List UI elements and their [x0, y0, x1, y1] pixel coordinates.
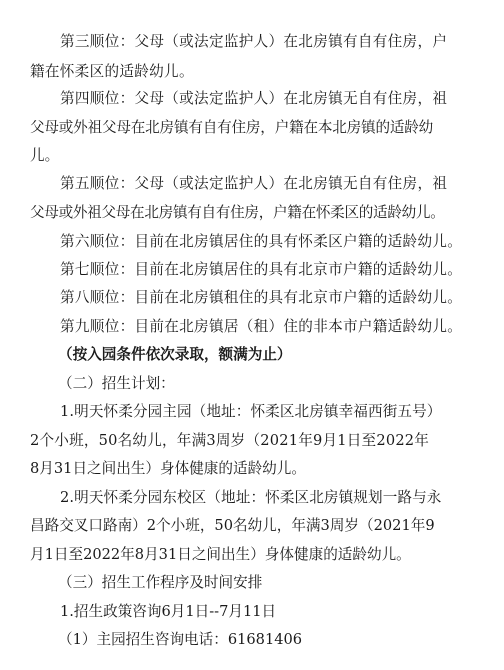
para-line: 第六顺位：目前在北房镇居住的具有怀柔区户籍的适龄幼儿。	[60, 233, 463, 250]
para-line: 第九顺位：目前在北房镇居（租）住的非本市户籍适龄幼儿。	[60, 318, 463, 335]
para-line: 月1日至2022年8月31日之间出生）身体健康的适龄幼儿。	[30, 546, 411, 563]
para-line: 1.明天怀柔分园主园（地址：怀柔区北房镇幸福西街五号）	[60, 403, 442, 420]
para-line: 父母或外祖父母在北房镇有自有住房，户籍在本北房镇的适龄幼	[30, 119, 434, 136]
bold-note: （按入园条件依次录取，额满为止）	[58, 346, 292, 363]
para-line: 第七顺位：目前在北房镇居住的具有北京市户籍的适龄幼儿。	[60, 261, 463, 278]
para-line: 2.明天怀柔分园东校区（地址：怀柔区北房镇规划一路与永	[60, 489, 442, 506]
para-line: 父母或外祖父母在北房镇有自有住房，户籍在怀柔区的适龄幼儿。	[30, 204, 445, 221]
para-line: 儿。	[30, 147, 60, 164]
para-line: 8月31日之间出生）身体健康的适龄幼儿。	[30, 460, 306, 477]
para-line: 第四顺位：父母（或法定监护人）在北房镇无自有住房，祖	[60, 90, 448, 107]
section-heading: （三）招生工作程序及时间安排	[58, 574, 263, 591]
para-line: 第五顺位：父母（或法定监护人）在北房镇无自有住房，祖	[60, 175, 448, 192]
para-line: 昌路交叉口路南）2个小班，50名幼儿，年满3周岁（2021年9	[30, 517, 435, 534]
para-line: 2个小班，50名幼儿，年满3周岁（2021年9月1日至2022年	[30, 432, 430, 449]
para-line: 第八顺位：目前在北房镇租住的具有北京市户籍的适龄幼儿。	[60, 289, 463, 306]
section-heading: （二）招生计划：	[58, 375, 175, 392]
para-line: 第三顺位：父母（或法定监护人）在北房镇有自有住房，户	[60, 33, 448, 50]
para-line: （1）主园招生咨询电话：61681406	[58, 631, 303, 648]
para-line: 1.招生政策咨询6月1日--7月11日	[60, 603, 277, 620]
para-line: 籍在怀柔区的适龄幼儿。	[30, 63, 194, 80]
